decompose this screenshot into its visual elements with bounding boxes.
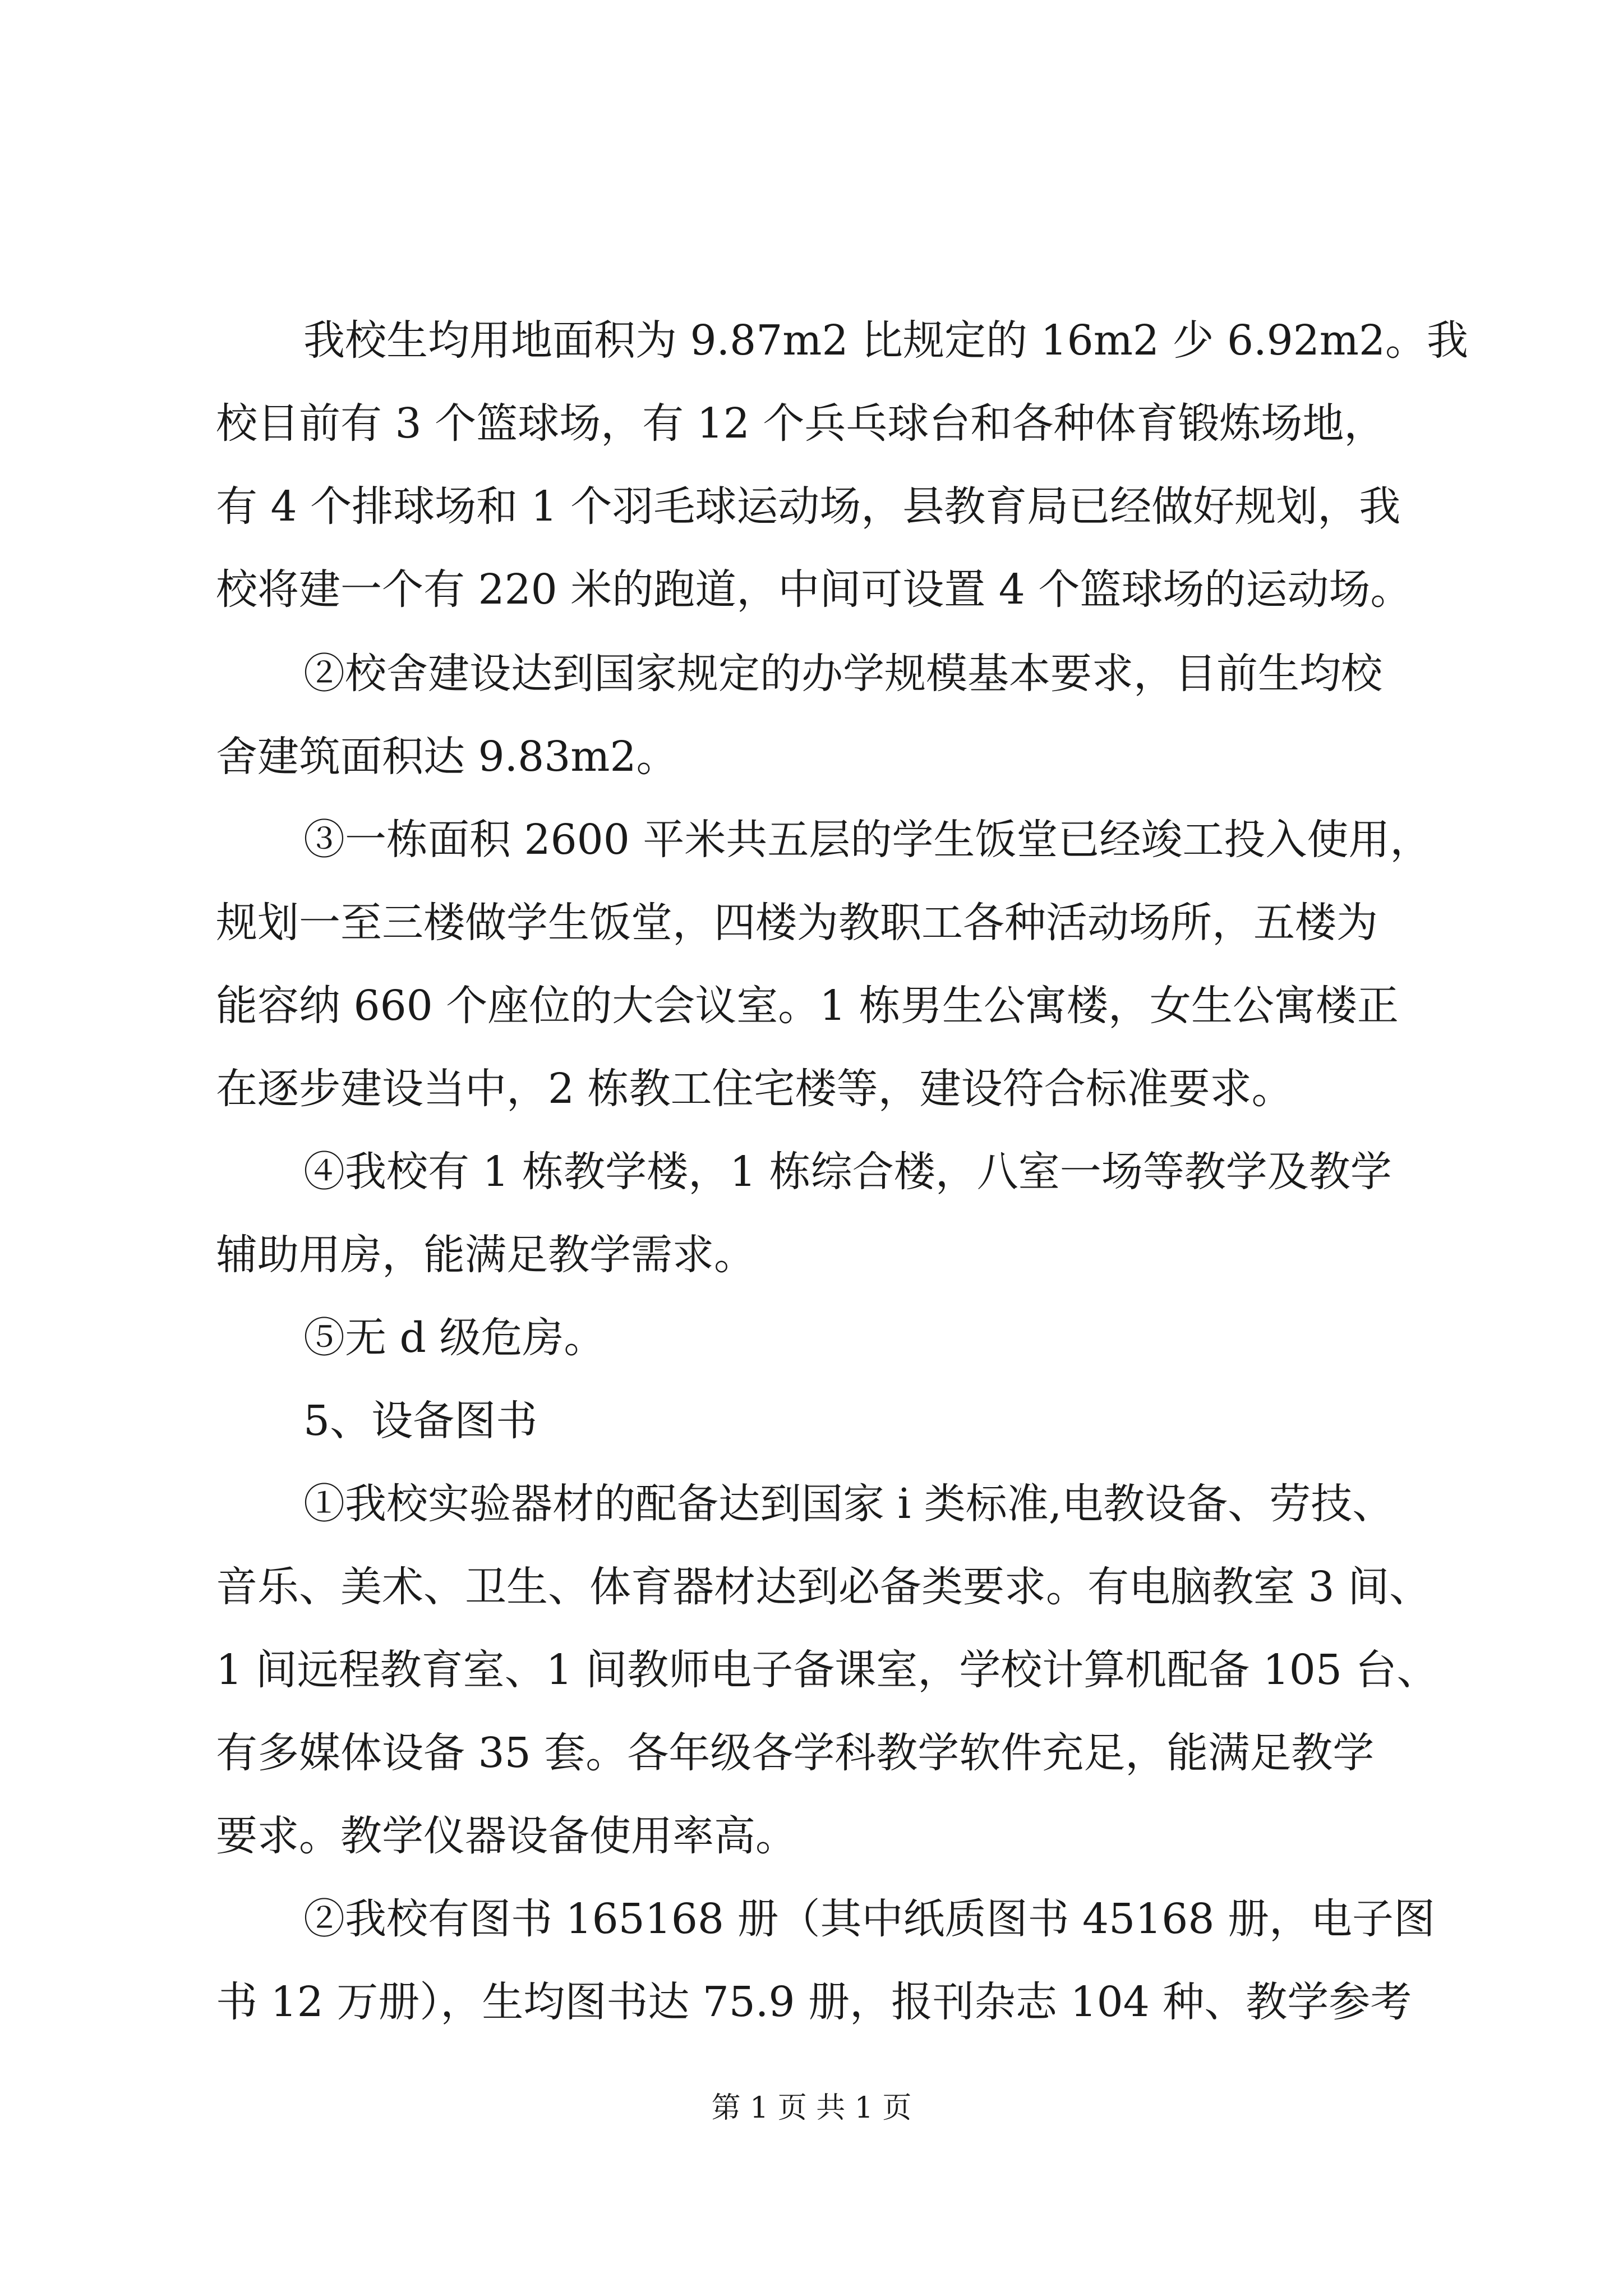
section-heading: 5、设备图书 (303, 1397, 538, 1445)
text-line: 规划一至三楼做学生饭堂，四楼为教职工各种活动场所，五楼为 (216, 899, 1378, 947)
text-line: 有 4 个排球场和 1 个羽毛球运动场，县教育局已经做好规划，我 (216, 482, 1401, 531)
text-line: 有多媒体设备 35 套。各年级各学科教学软件充足，能满足教学 (216, 1729, 1375, 1777)
text-line: 音乐、美术、卫生、体育器材达到必备类要求。有电脑教室 3 间、 (216, 1563, 1431, 1611)
text-line: ④我校有 1 栋教学楼，1 栋综合楼，八室一场等教学及教学 (303, 1148, 1392, 1196)
text-line: ③一栋面积 2600 平米共五层的学生饭堂已经竣工投入使用， (303, 816, 1432, 864)
page-footer: 第 1 页 共 1 页 (711, 2091, 912, 2125)
text-line: 辅助用房，能满足教学需求。 (216, 1231, 755, 1279)
text-line: 能容纳 660 个座位的大会议室。1 栋男生公寓楼，女生公寓楼正 (216, 982, 1399, 1030)
text-line: 在逐步建设当中，2 栋教工住宅楼等，建设符合标准要求。 (216, 1065, 1293, 1113)
text-line: 校将建一个有 220 米的跑道，中间可设置 4 个篮球场的运动场。 (216, 565, 1412, 614)
text-line: 要求。教学仪器设备使用率高。 (216, 1812, 797, 1860)
text-line: 舍建筑面积达 9.83m2。 (216, 733, 678, 781)
text-line: ②我校有图书 165168 册（其中纸质图书 45168 册，电子图 (303, 1895, 1435, 1943)
text-line: ①我校实验器材的配备达到国家 i 类标准,电教设备、劳技、 (303, 1480, 1394, 1528)
text-line: 书 12 万册），生均图书达 75.9 册，报刊杂志 104 种、教学参考 (216, 1978, 1412, 2026)
text-line: 校目前有 3 个篮球场，有 12 个兵乓球台和各种体育锻炼场地， (216, 399, 1386, 448)
text-line: ②校舍建设达到国家规定的办学规模基本要求，目前生均校 (303, 650, 1382, 698)
text-line: ⑤无 d 级危房。 (303, 1314, 606, 1362)
text-line: 我校生均用地面积为 9.87m2 比规定的 16m2 少 6.92m2。我 (303, 316, 1469, 365)
text-line: 1 间远程教育室、1 间教师电子备课室，学校计算机配备 105 台、 (216, 1646, 1438, 1694)
